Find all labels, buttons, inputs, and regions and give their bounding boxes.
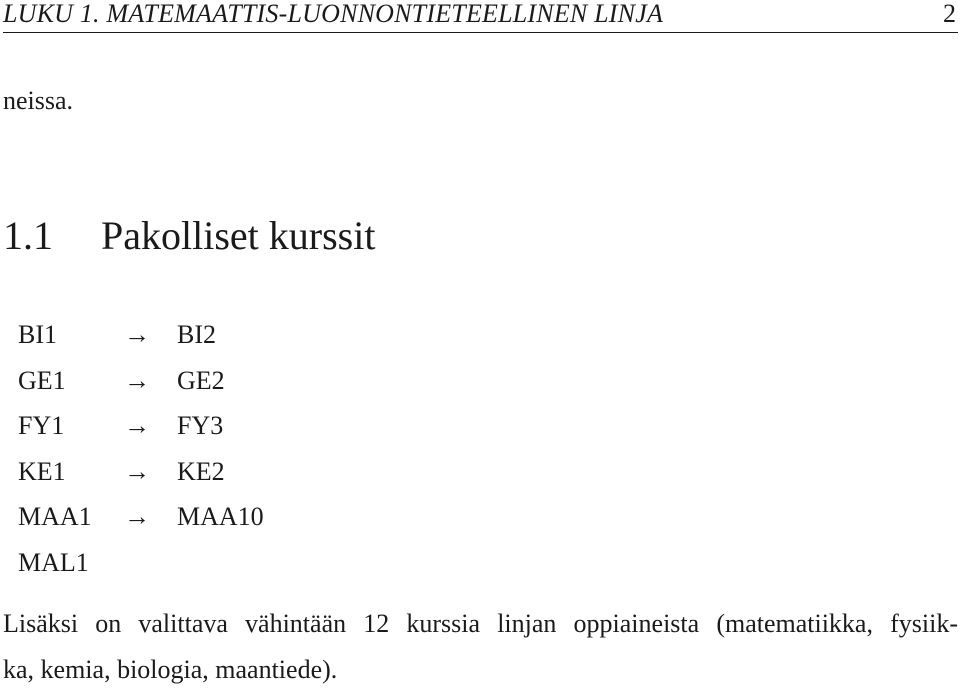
course-from: FY1 [18,411,65,441]
section-title: Pakolliset kurssit [101,213,376,258]
page-number: 2 [943,0,956,28]
paragraph-line-1: Lisäksi on valittava vähintään 12 kurssia linjan oppiaineista (matematiikka, fysiik- [3,609,958,638]
continued-text: neissa. [3,86,74,115]
course-to: BI2 [177,320,216,349]
course-from: KE1 [18,456,66,486]
course-from: MAA1 [18,502,92,532]
course-from: GE1 [18,365,66,395]
running-head [3,0,958,33]
course-to: FY3 [177,411,224,441]
arrow-right-icon: → [124,320,150,349]
arrow-right-icon: → [124,502,150,532]
paragraph-line-2: ka, kemia, biologia, maantiede). [3,655,338,684]
chapter-title: LUKU 1. MATEMAATTIS-LUONNONTIETEELLINEN LINJA [3,0,664,28]
arrow-right-icon: → [124,456,150,486]
course-from: MAL1 [18,547,89,577]
course-to: KE2 [177,456,225,486]
arrow-right-icon: → [124,365,150,395]
course-from: BI1 [18,320,57,349]
course-to: GE2 [177,365,225,395]
course-to: MAA10 [177,502,264,532]
section-heading [3,212,375,260]
section-number: 1.1 [3,213,53,258]
body-paragraph [3,601,958,693]
arrow-right-icon: → [124,411,150,441]
